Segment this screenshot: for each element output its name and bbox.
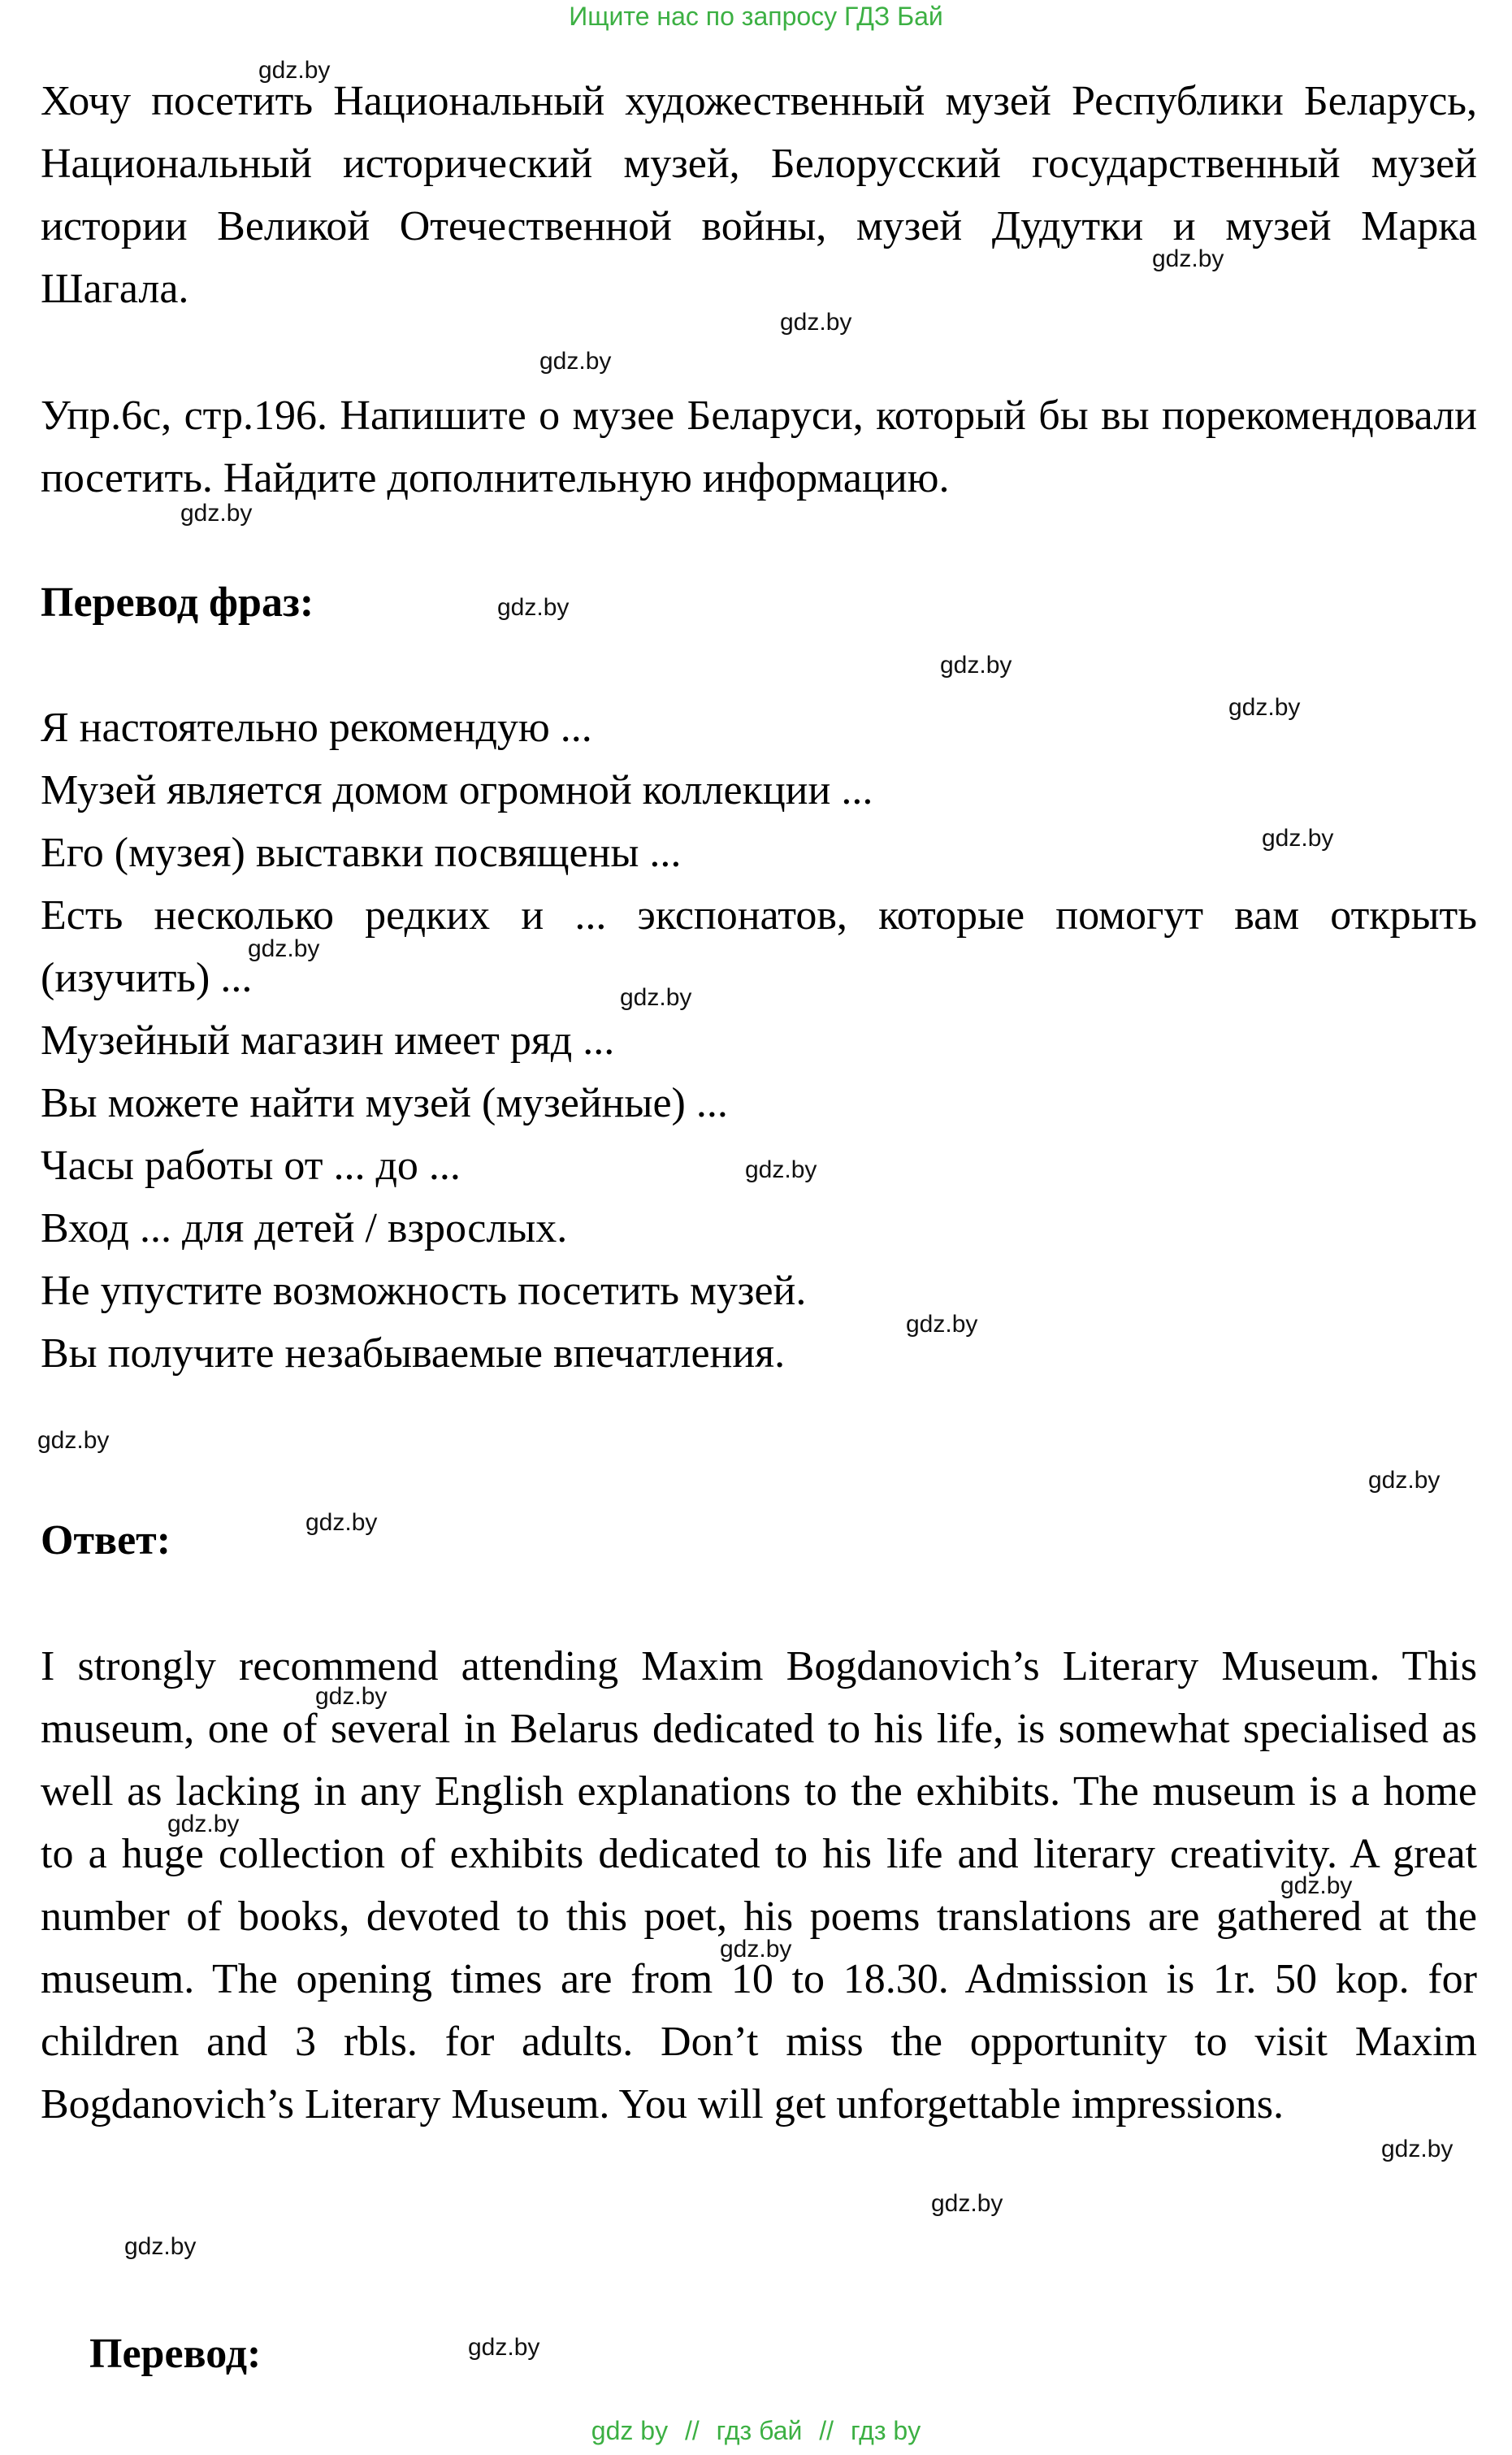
watermark: gdz.by [248,935,320,962]
watermark: gdz.by [1228,694,1301,721]
watermark: gdz.by [931,2190,1003,2217]
phrase-line: Не упустите возможность посетить музей. [41,1268,807,1314]
footer-link-gdz-bai[interactable]: гдз бай [716,2416,803,2445]
footer-separator: // [819,2416,834,2445]
footer-separator: // [684,2416,700,2445]
watermark: gdz.by [620,984,692,1011]
watermark: gdz.by [305,1509,378,1536]
watermark: gdz.by [468,2334,540,2361]
watermark: gdz.by [37,1427,110,1454]
phrase-line: Часы работы от ... до ... [41,1143,461,1189]
phrase-line: Есть несколько редких и ... экспонатов, которые помогут вам открыть [41,892,1477,939]
watermark: gdz.by [315,1683,388,1710]
watermark: gdz.by [258,57,331,84]
watermark: gdz.by [720,1936,792,1963]
phrase-line: Музейный магазин имеет ряд ... [41,1017,615,1064]
watermark: gdz.by [1262,825,1334,852]
watermark: gdz.by [1368,1467,1441,1494]
watermark: gdz.by [1152,245,1224,272]
answer-paragraph: I strongly recommend attending Maxim Bogdanovich’s Literary Museum. This museum, one of several in Belarus dedicated to his life, is somewhat specialised as well as lacking in any English explanations to the exhibits. The museum is a home to a huge collection of exhibits dedicated to his life and literary creativity. A great number of books, devoted to this poet, his poems translations are gathered at the museum. The opening times are from 10 to 18.30. Admission is 1r. 50 kop. for children and 3 rbls. for adults. Don’t miss the opportunity to visit Maxim Bogdanovich’s Literary Museum. You will get unforgettable impressions. [41,1643,1477,2128]
watermark: gdz.by [780,309,852,336]
phrase-line: Музей является домом огромной коллекции ... [41,767,873,813]
translation-heading: Перевод: [89,2331,262,2377]
watermark: gdz.by [539,348,612,375]
phrase-line: Вы получите незабываемые впечатления. [41,1330,786,1377]
watermark: gdz.by [1280,1872,1353,1899]
watermark: gdz.by [940,652,1012,679]
watermark: gdz.by [745,1156,817,1183]
phrases-heading: Перевод фраз: [41,579,314,626]
phrase-line: Я настоятельно рекомендую ... [41,705,592,751]
watermark: gdz.by [1381,2136,1454,2162]
answer-heading: Ответ: [41,1517,171,1564]
watermark: gdz.by [906,1311,978,1338]
bottom-banner [0,2416,1512,2446]
phrase-line: Его (музея) выставки посвящены ... [41,830,682,876]
phrase-line: (изучить) ... [41,955,253,1001]
footer-link-gdz-by-cyr[interactable]: гдз by [850,2416,921,2445]
watermark: gdz.by [497,594,570,621]
intro-paragraph: Хочу посетить Национальный художественный музей Республики Беларусь, Национальный исторический музей, Белорусский государственный музей истории Великой Отечественной войны, музей Дудутки и музей Марка Шагала. [41,78,1477,312]
top-banner[interactable]: Ищите нас по запросу ГДЗ Бай [569,2,943,31]
watermark: gdz.by [180,500,253,527]
phrase-line: Вход ... для детей / взрослых. [41,1205,568,1251]
watermark: gdz.by [124,2233,197,2260]
task-paragraph: Упр.6с, стр.196. Напишите о музее Беларуси, который бы вы порекомендовали посетить. Найдите дополнительную информацию. [41,393,1477,501]
phrase-line: Вы можете найти музей (музейные) ... [41,1080,728,1126]
watermark: gdz.by [167,1811,240,1837]
footer-link-gdz-by[interactable]: gdz by [591,2416,669,2445]
